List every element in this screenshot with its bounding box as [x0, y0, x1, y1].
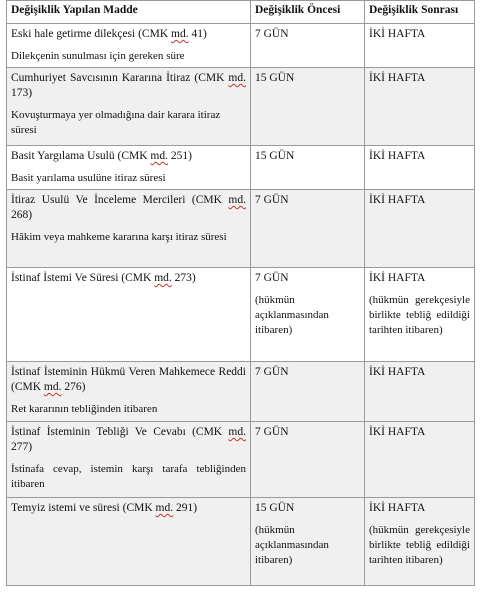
madde-cell — [7, 146, 251, 190]
madde-description: Dilekçenin sunulması için gereken süre — [11, 50, 185, 62]
sonrasi-cell — [365, 146, 475, 190]
madde-cell — [7, 268, 251, 362]
oncesi-value: 7 GÜN — [255, 28, 289, 40]
table-row — [7, 68, 475, 146]
oncesi-note: (hükmün açıklanmasından itibaren) — [255, 294, 329, 336]
madde-title: İstinaf İsteminin Tebliği Ve Cevabı (CMK md. 277) — [11, 426, 246, 453]
oncesi-note: (hükmün açıklanmasından itibaren) — [255, 524, 329, 566]
header-oncesi: Değişiklik Öncesi — [251, 1, 365, 24]
sonrasi-value: İKİ HAFTA — [369, 366, 426, 378]
oncesi-value: 7 GÜN — [255, 272, 289, 284]
madde-description: İstinafa cevap, istemin karşı tarafa tebliğinden itibaren — [11, 463, 246, 490]
sonrasi-value: İKİ HAFTA — [369, 426, 426, 438]
madde-title: Temyiz istemi ve süresi (CMK md. 291) — [11, 502, 198, 514]
sonrasi-note: (hükmün gerekçesiyle birlikte tebliğ edildiği tarihten itibaren) — [369, 524, 470, 566]
table-row — [7, 422, 475, 498]
madde-description: Kovuşturmaya yer olmadığına dair karara itiraz süresi — [11, 109, 221, 136]
sonrasi-cell — [365, 190, 475, 268]
oncesi-value: 7 GÜN — [255, 366, 289, 378]
table-row — [7, 268, 475, 362]
sonrasi-cell — [365, 24, 475, 68]
sonrasi-note: (hükmün gerekçesiyle birlikte tebliğ edildiği tarihten itibaren) — [369, 294, 470, 336]
sonrasi-cell — [365, 268, 475, 362]
oncesi-cell — [251, 24, 365, 68]
sonrasi-value: İKİ HAFTA — [369, 502, 426, 514]
madde-description: Basit yarılama usulüne itiraz süresi — [11, 172, 166, 184]
table-row — [7, 362, 475, 422]
table-row — [7, 190, 475, 268]
oncesi-cell — [251, 268, 365, 362]
madde-cell — [7, 422, 251, 498]
madde-title: İtiraz Usulü Ve İnceleme Mercileri (CMK md. 268) — [11, 194, 246, 221]
table-header-row — [7, 1, 475, 24]
changes-table — [6, 0, 475, 586]
madde-title: Cumhuriyet Savcısının Kararına İtiraz (CMK md. 173) — [11, 72, 246, 99]
madde-description: Ret kararının tebliğinden itibaren — [11, 403, 158, 415]
sonrasi-cell — [365, 362, 475, 422]
oncesi-cell — [251, 146, 365, 190]
oncesi-cell — [251, 190, 365, 268]
sonrasi-cell — [365, 68, 475, 146]
oncesi-value: 15 GÜN — [255, 502, 295, 514]
oncesi-value: 7 GÜN — [255, 194, 289, 206]
table-row — [7, 24, 475, 68]
oncesi-cell — [251, 68, 365, 146]
sonrasi-cell — [365, 422, 475, 498]
madde-title: Eski hale getirme dilekçesi (CMK md. 41) — [11, 28, 207, 40]
oncesi-cell — [251, 422, 365, 498]
header-madde: Değişiklik Yapılan Madde — [7, 1, 251, 24]
madde-cell — [7, 68, 251, 146]
oncesi-cell — [251, 498, 365, 586]
oncesi-value: 15 GÜN — [255, 72, 295, 84]
oncesi-value: 7 GÜN — [255, 426, 289, 438]
sonrasi-value: İKİ HAFTA — [369, 150, 426, 162]
madde-title: İstinaf İstemi Ve Süresi (CMK md. 273) — [11, 272, 196, 284]
madde-cell — [7, 190, 251, 268]
madde-title: Basit Yargılama Usulü (CMK md. 251) — [11, 150, 192, 162]
madde-cell — [7, 24, 251, 68]
sonrasi-value: İKİ HAFTA — [369, 194, 426, 206]
madde-title: İstinaf İsteminin Hükmü Veren Mahkemece Reddi (CMK md. 276) — [11, 366, 246, 393]
madde-description: Hâkim veya mahkeme kararına karşı itiraz süresi — [11, 231, 227, 243]
madde-cell — [7, 498, 251, 586]
sonrasi-value: İKİ HAFTA — [369, 272, 426, 284]
table-row — [7, 146, 475, 190]
madde-cell — [7, 362, 251, 422]
table-row — [7, 498, 475, 586]
oncesi-value: 15 GÜN — [255, 150, 295, 162]
header-sonrasi: Değişiklik Sonrası — [365, 1, 475, 24]
sonrasi-cell — [365, 498, 475, 586]
sonrasi-value: İKİ HAFTA — [369, 28, 426, 40]
oncesi-cell — [251, 362, 365, 422]
sonrasi-value: İKİ HAFTA — [369, 72, 426, 84]
